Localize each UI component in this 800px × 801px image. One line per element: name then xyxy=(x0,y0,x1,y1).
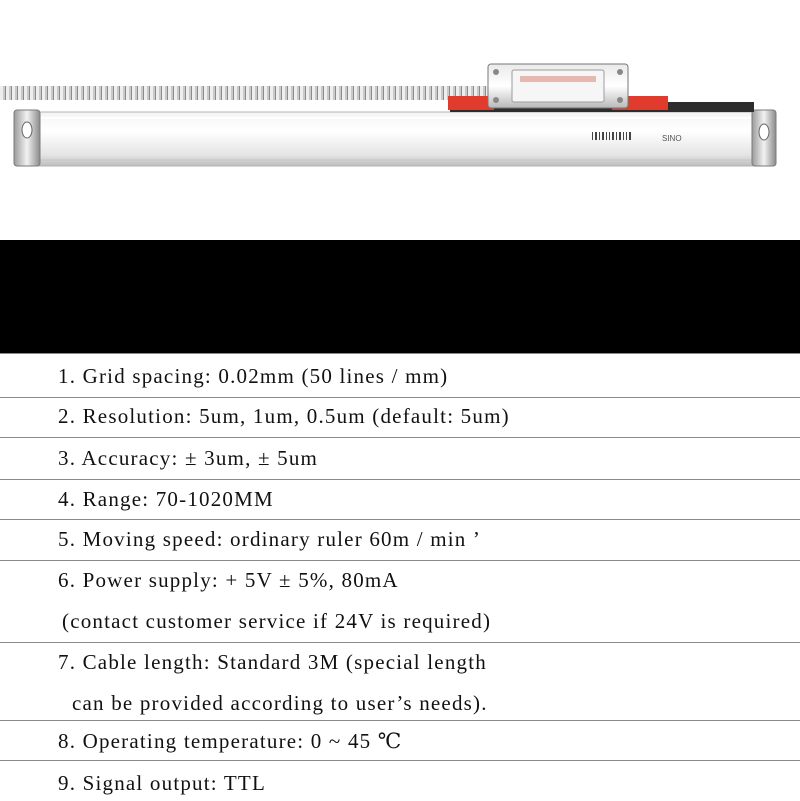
spec-text: 2. Resolution: 5um, 1um, 0.5um (default: 5um) xyxy=(58,404,510,428)
spec-text: 5. Moving speed: ordinary ruler 60m / min ’ xyxy=(58,527,482,551)
spec-row-power-supply xyxy=(0,561,800,643)
spec-text: 6. Power supply: + 5V ± 5%, 80mA xyxy=(58,568,399,592)
spec-text: 1. Grid spacing: 0.02mm (50 lines / mm) xyxy=(58,364,449,388)
black-banner xyxy=(0,240,800,353)
spec-text: 9. Signal output: TTL xyxy=(58,771,266,795)
spec-text: 3. Accuracy: ± 3um, ± 5um xyxy=(58,446,319,470)
spec-row-accuracy xyxy=(0,438,800,480)
spec-row-operating-temperature xyxy=(0,721,800,761)
brand-label: SINO xyxy=(662,134,682,143)
linear-scale-icon xyxy=(0,0,800,240)
spec-text-continued: (contact customer service if 24V is required) xyxy=(62,609,492,633)
spec-text: 7. Cable length: Standard 3M (special length xyxy=(58,650,487,674)
spec-row-signal-output xyxy=(0,761,800,801)
spec-text: 8. Operating temperature: 0 ~ 45 ℃ xyxy=(58,729,403,753)
spec-row-resolution xyxy=(0,398,800,438)
spec-text: 4. Range: 70-1020MM xyxy=(58,487,274,511)
spec-row-cable-length xyxy=(0,643,800,721)
product-image xyxy=(0,0,800,240)
spec-text-continued: can be provided according to user’s needs). xyxy=(72,691,488,715)
spec-row-range xyxy=(0,480,800,520)
spec-row-grid-spacing xyxy=(0,353,800,398)
spec-row-moving-speed xyxy=(0,520,800,561)
